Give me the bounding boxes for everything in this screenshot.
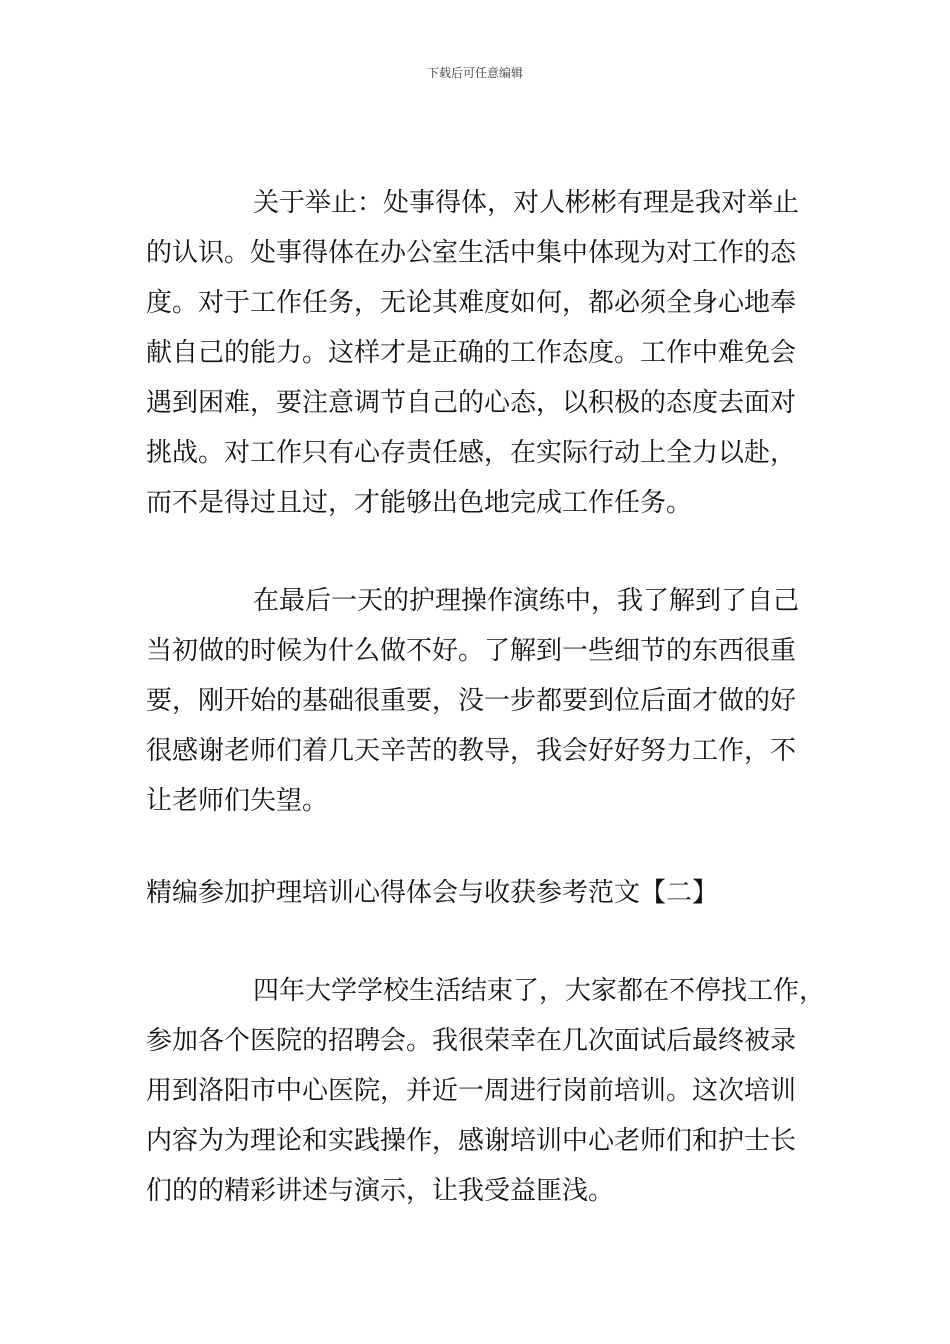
paragraph-spacer — [146, 528, 836, 576]
paragraph-line: 要，刚开始的基础很重要，没一步都要到位后面才做的好 — [146, 686, 797, 716]
paragraph-line: 四年大学学校生活结束了，大家都在不停找工作， — [253, 976, 826, 1006]
paragraph-line: 而不是得过且过，才能够出色地完成工作任务。 — [146, 488, 693, 518]
paragraph-line: 献自己的能力。这样才是正确的工作态度。工作中难免会 — [146, 338, 797, 368]
paragraph-spacer — [146, 918, 836, 966]
paragraph-line: 遇到困难，要注意调节自己的心态，以积极的态度去面对 — [146, 388, 797, 418]
paragraph-practice — [146, 576, 836, 826]
paragraph-graduation — [146, 966, 836, 1216]
paragraph-line: 在最后一天的护理操作演练中，我了解到了自己 — [253, 586, 800, 616]
paragraph-line: 关于举止：处事得体，对人彬彬有理是我对举止 — [253, 188, 800, 218]
paragraph-line: 当初做的时候为什么做不好。了解到一些细节的东西很重 — [146, 636, 797, 666]
paragraph-line: 内容为为理论和实践操作，感谢培训中心老师们和护士长 — [146, 1126, 797, 1156]
document-body — [146, 178, 836, 1216]
paragraph-spacer — [146, 826, 836, 868]
paragraph-line: 让老师们失望。 — [146, 786, 329, 816]
paragraph-line: 挑战。对工作只有心存责任感，在实际行动上全力以赴， — [146, 438, 797, 468]
paragraph-line: 参加各个医院的招聘会。我很荣幸在几次面试后最终被录 — [146, 1026, 797, 1056]
paragraph-line: 用到洛阳市中心医院，并近一周进行岗前培训。这次培训 — [146, 1076, 797, 1106]
paragraph-line: 很感谢老师们着几天辛苦的教导，我会好好努力工作，不 — [146, 736, 797, 766]
page-header: 下载后可任意编辑 — [426, 66, 523, 80]
paragraph-line: 度。对于工作任务，无论其难度如何，都必须全身心地奉 — [146, 288, 797, 318]
paragraph-line: 的认识。处事得体在办公室生活中集中体现为对工作的态 — [146, 238, 797, 268]
section-heading: 精编参加护理培训心得体会与收获参考范文【二】 — [146, 878, 719, 908]
paragraph-line: 们的的精彩讲述与演示，让我受益匪浅。 — [146, 1176, 615, 1206]
paragraph-conduct — [146, 178, 836, 528]
